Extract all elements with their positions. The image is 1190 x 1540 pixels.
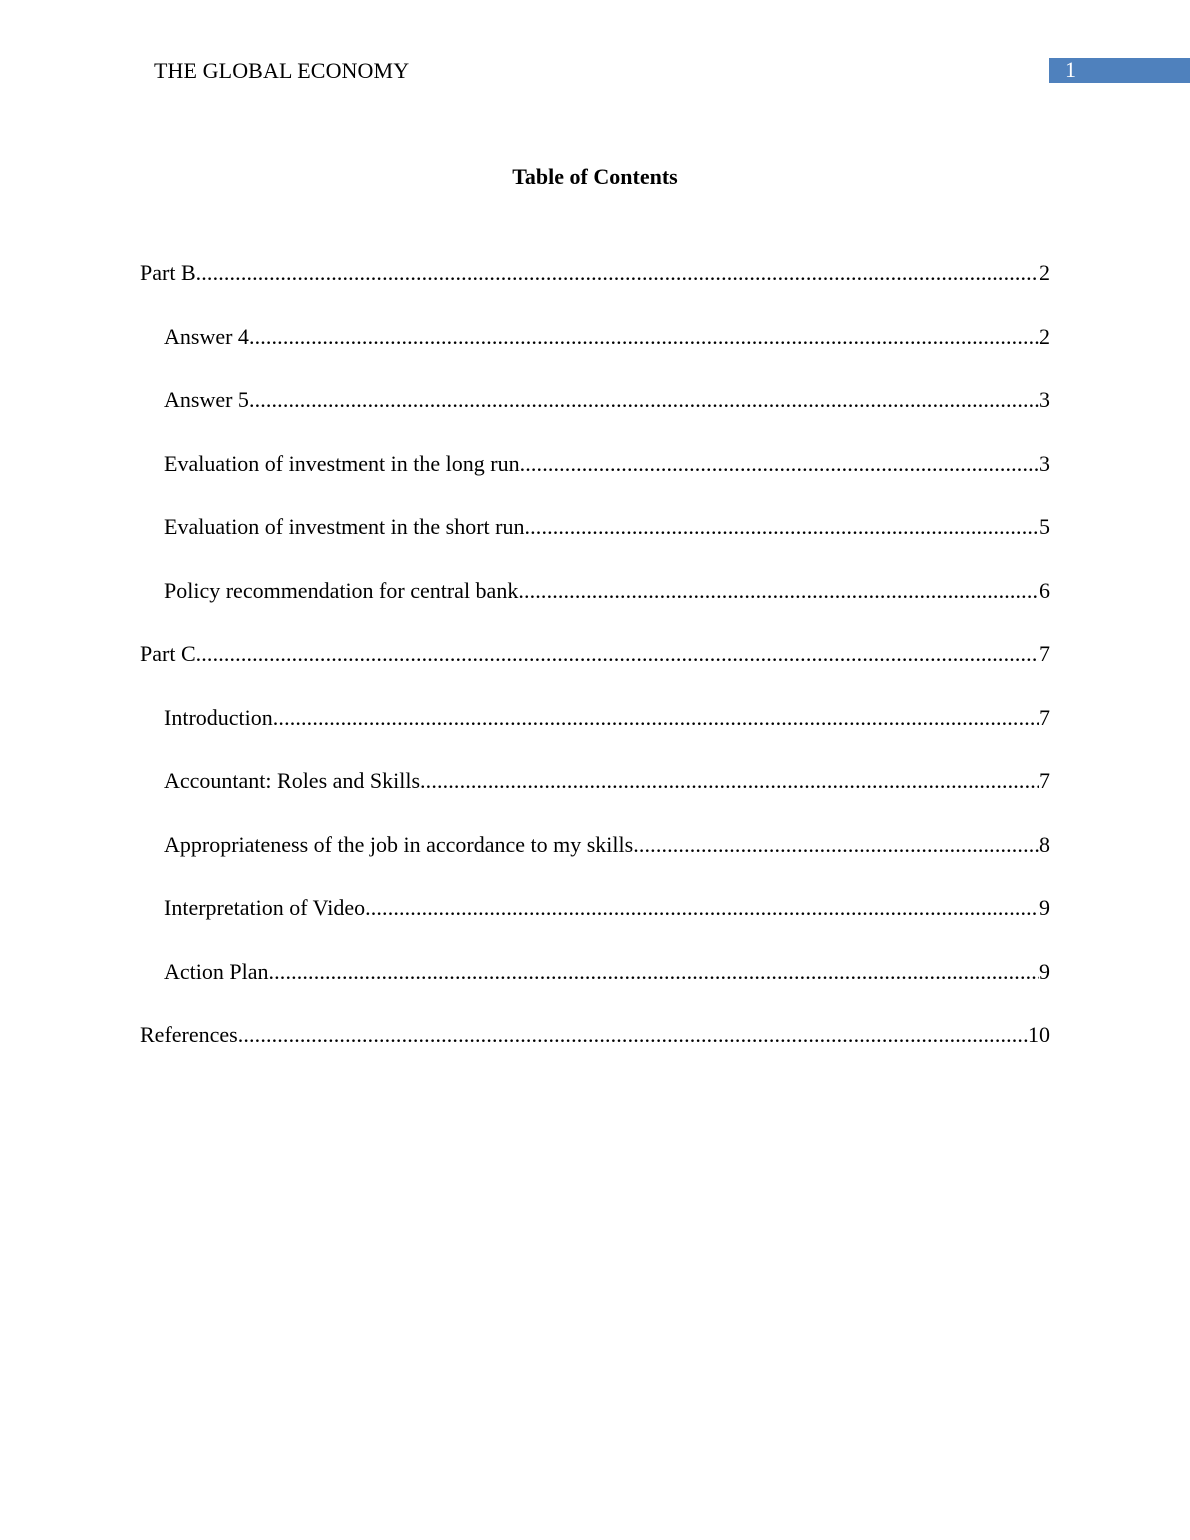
toc-leader <box>196 259 1039 287</box>
toc-entry-part-c[interactable] <box>140 640 1050 704</box>
toc-entry-page: 6 <box>1039 577 1050 603</box>
toc-entry-label: Evaluation of investment in the short run <box>164 514 525 539</box>
toc-entry-short-run[interactable] <box>140 513 1050 577</box>
toc-title: Table of Contents <box>512 164 678 189</box>
toc-entry-label: Accountant: Roles and Skills <box>164 768 421 793</box>
toc-entry-page: 7 <box>1039 704 1050 730</box>
toc-entry-label: Answer 5 <box>164 387 249 412</box>
page-number-box <box>1049 58 1190 83</box>
toc-leader <box>249 386 1039 414</box>
toc-leader <box>196 640 1039 668</box>
toc-entry-accountant[interactable] <box>140 767 1050 831</box>
toc-entry-page: 8 <box>1039 831 1050 857</box>
toc-entry-label: References <box>140 1022 238 1047</box>
toc-entry-page: 3 <box>1039 450 1050 476</box>
toc-entry-label: Interpretation of Video <box>164 895 366 920</box>
toc-list <box>140 259 1050 1085</box>
page-number: 1 <box>1065 57 1076 82</box>
toc-leader <box>420 767 1039 795</box>
toc-leader <box>249 323 1039 351</box>
toc-leader <box>633 831 1039 859</box>
toc-entry-video[interactable] <box>140 894 1050 958</box>
toc-entry-page: 5 <box>1039 514 1050 539</box>
toc-entry-action-plan[interactable] <box>140 958 1050 1022</box>
toc-entry-page: 10 <box>1028 1022 1050 1047</box>
toc-leader <box>238 1021 1028 1049</box>
toc-entry-part-b[interactable] <box>140 259 1050 323</box>
toc-entry-label: Answer 4 <box>164 323 249 349</box>
toc-entry-answer-4[interactable] <box>140 323 1050 387</box>
toc-entry-appropriateness[interactable] <box>140 831 1050 895</box>
toc-entry-label: Action Plan <box>164 958 269 984</box>
toc-entry-label: Appropriateness of the job in accordance to my skills <box>164 831 634 857</box>
toc-leader <box>525 513 1040 541</box>
toc-leader <box>273 704 1039 732</box>
toc-entry-page: 9 <box>1039 895 1050 920</box>
toc-entry-answer-5[interactable] <box>140 386 1050 450</box>
toc-entry-page: 2 <box>1039 260 1050 285</box>
toc-leader <box>365 894 1039 922</box>
toc-leader <box>269 958 1040 986</box>
toc-entry-label: Introduction <box>164 704 273 730</box>
toc-leader <box>520 450 1039 478</box>
toc-entry-references[interactable] <box>140 1021 1050 1085</box>
toc-entry-page: 7 <box>1039 768 1050 793</box>
toc-entry-label: Part C <box>140 641 196 666</box>
toc-entry-label: Policy recommendation for central bank <box>164 577 519 603</box>
toc-entry-label: Part B <box>140 260 196 285</box>
toc-entry-page: 3 <box>1039 387 1050 412</box>
toc-entry-policy[interactable] <box>140 577 1050 641</box>
toc-entry-page: 2 <box>1039 323 1050 349</box>
toc-entry-label: Evaluation of investment in the long run <box>164 450 520 476</box>
toc-entry-page: 7 <box>1039 641 1050 666</box>
toc-leader <box>518 577 1039 605</box>
toc-entry-introduction[interactable] <box>140 704 1050 768</box>
toc-entry-long-run[interactable] <box>140 450 1050 514</box>
toc-entry-page: 9 <box>1039 958 1050 984</box>
running-head: THE GLOBAL ECONOMY <box>154 58 410 83</box>
